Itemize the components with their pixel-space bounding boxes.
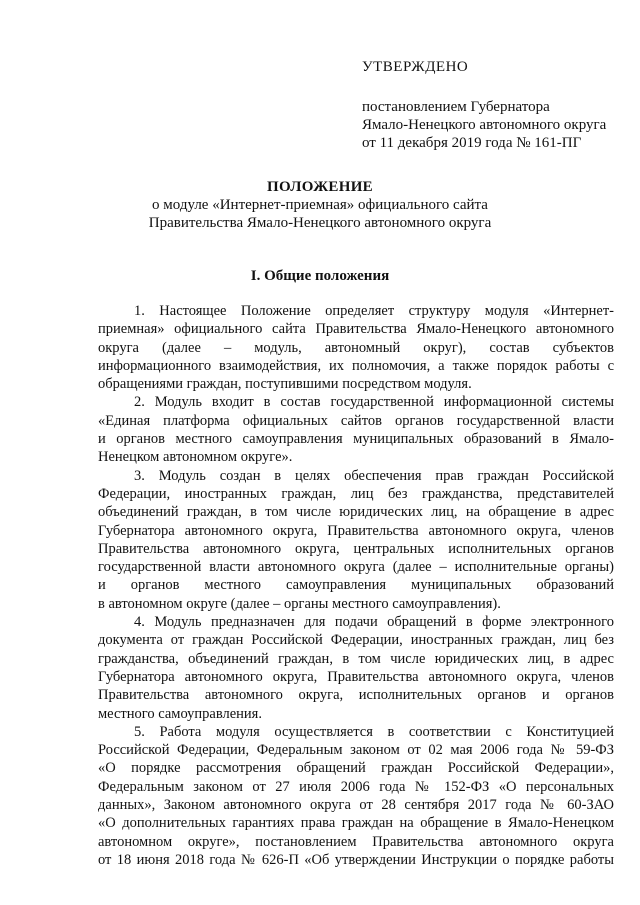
paragraph-line: «О порядке рассмотрения обращений граждан Российской Федерации», <box>98 760 614 777</box>
paragraph-line: округа (далее – модуль, автономный округ), состав субъектов <box>98 339 614 356</box>
paragraph-line: местного самоуправления. <box>98 705 262 722</box>
paragraph-line: приемная» официального сайта Правительства Ямало-Ненецкого автономного <box>98 321 614 338</box>
paragraph-line: обращениями граждан, поступившими посредством модуля. <box>98 376 472 393</box>
paragraph-line: Правительства автономного округа, исполнительных органов и органов <box>98 687 614 704</box>
paragraph-line: «О дополнительных гарантиях права граждан на обращение в Ямало-Ненецком <box>98 815 614 832</box>
document-heading <box>0 178 640 232</box>
document-body <box>98 302 614 869</box>
paragraph-line: 5. Работа модуля осуществляется в соответствии с Конституцией <box>134 723 614 740</box>
approval-line: от 11 декабря 2019 года № 161-ПГ <box>362 135 582 151</box>
paragraph-line: автономном округе», постановлением Правительства автономного округа <box>98 833 614 850</box>
paragraph-line: 2. Модуль входит в состав государственной информационной системы <box>134 394 614 411</box>
paragraph-line: данных», Законом автономного округа от 28 сентября 2017 года № 60-ЗАО <box>98 797 614 814</box>
document-subtitle-line: Правительства Ямало-Ненецкого автономного округа <box>148 215 492 231</box>
paragraph-line: 4. Модуль предназначен для подачи обращений в форме электронного <box>134 614 614 631</box>
paragraph-line: и органов местного самоуправления муниципальных образований в Ямало- <box>98 431 614 448</box>
paragraph-line: гражданства, объединений граждан, в том числе юридических лиц, в адрес <box>98 650 614 667</box>
document-title: ПОЛОЖЕНИЕ <box>267 179 373 195</box>
paragraph-line: в автономном округе (далее – органы местного самоуправления). <box>98 595 501 612</box>
paragraph-line: Губернатора автономного округа, Правительства автономного округа, членов <box>98 668 614 685</box>
paragraph-line: Российской Федерации, Федеральным законом от 02 мая 2006 года № 59-ФЗ <box>98 742 614 759</box>
paragraph-line: государственной власти автономного округа (далее – исполнительные органы) <box>98 559 614 576</box>
paragraph-line: 1. Настоящее Положение определяет структуру модуля «Интернет- <box>134 303 614 319</box>
paragraph-line: Правительства автономного округа, центральных исполнительных органов <box>98 540 614 557</box>
paragraph-line: документа от граждан Российской Федерации, иностранных граждан, лиц без <box>98 632 614 649</box>
paragraph-line: 3. Модуль создан в целях обеспечения прав граждан Российской <box>134 467 614 484</box>
paragraph-line: информационного взаимодействия, их полномочия, а также порядок работы с <box>98 357 614 374</box>
paragraph-line: Федеральным законом от 27 июля 2006 года № 152-ФЗ «О персональных <box>98 778 614 795</box>
paragraph-line: Федерации, иностранных граждан, лиц без гражданства, представителей <box>98 485 614 502</box>
paragraph-line: от 18 июня 2018 года № 626-П «Об утверждении Инструкции о порядке работы <box>98 851 614 868</box>
paragraph-line: объединений граждан, в том числе юридических лиц, на обращение в адрес <box>98 504 614 521</box>
paragraph-line: «Единая платформа официальных сайтов органов государственной власти <box>98 412 614 429</box>
approval-stamp <box>362 58 622 152</box>
paragraph-line: Ненецком автономном округе». <box>98 449 293 466</box>
paragraph-line: Губернатора автономного округа, Правительства автономного округа, членов <box>98 522 614 539</box>
section-title: I. Общие положения <box>250 268 390 284</box>
document-subtitle-line: о модуле «Интернет-приемная» официального сайта <box>152 197 488 213</box>
paragraph-line: и органов местного самоуправления муниципальных образований <box>98 577 614 594</box>
approval-line: Ямало-Ненецкого автономного округа <box>362 117 607 133</box>
approval-heading: УТВЕРЖДЕНО <box>362 59 469 75</box>
approval-line: постановлением Губернатора <box>362 99 550 115</box>
